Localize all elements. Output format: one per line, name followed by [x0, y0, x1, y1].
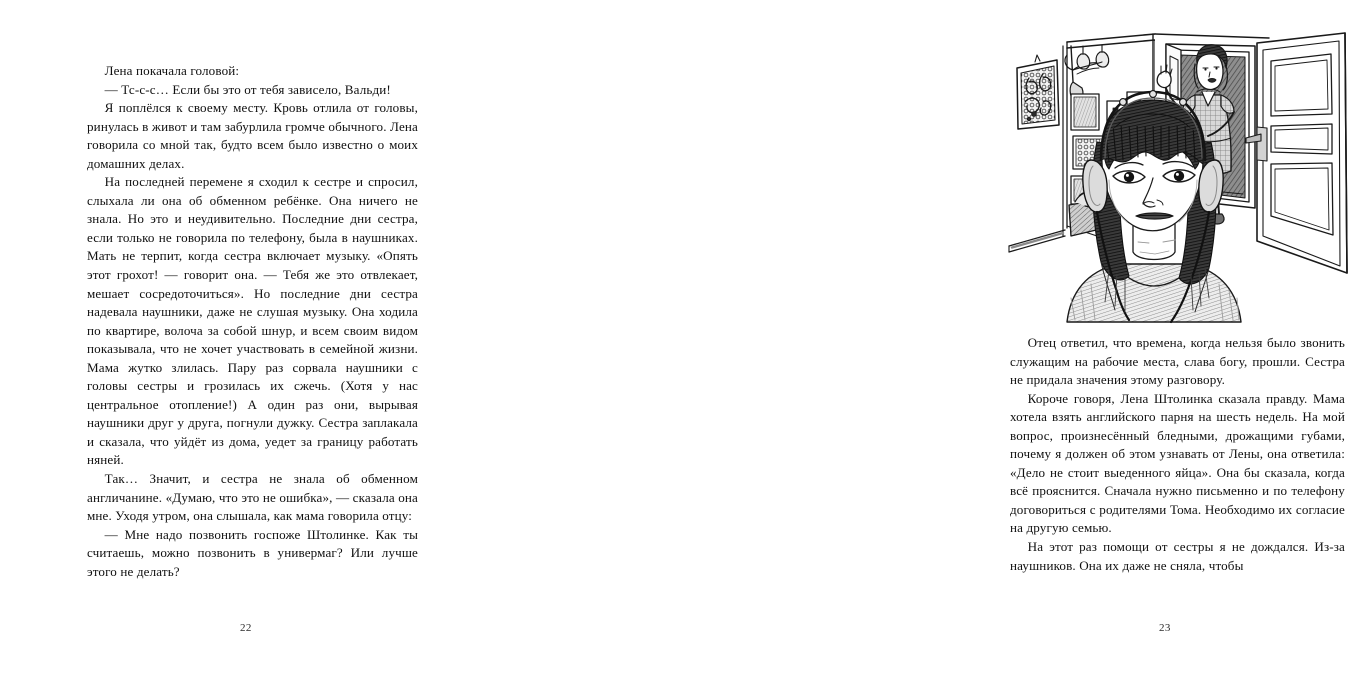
left-page — [0, 0, 473, 680]
paragraph: Так… Значит, и сестра не знала об обменном англичанине. «Думаю, что это не ошибка», — сказала она мне. Уходя утром, она слышала, как мама говорила отцу: — [87, 471, 418, 524]
paragraph: На этот раз помощи от сестры я не дождался. Из-за наушников. Она их даже не сняла, чтобы — [1010, 539, 1345, 573]
paragraph: Короче говоря, Лена Штолинка сказала правду. Мама хотела взять английского парня на шесть недель. На мой вопрос, произнесённый бледными, дрожащими губами, почему я должен об этом узнавать от Лены, она ответила: «Дело не стоит выеденного яйца». Она бы сказала, когда всё прояснится. Сначала нужно письменно и по телефону договориться с родителями Тома. Необходимо их согласие на другую семью. — [1010, 390, 1345, 536]
open-door — [1246, 33, 1347, 273]
paragraph: — Мне надо позвонить госпоже Штолинке. Как ты считаешь, можно позвонить в универмаг? Или лучше этого не делать? — [87, 526, 418, 579]
framed-picture-large — [1017, 55, 1059, 129]
left-page-textblock — [87, 62, 418, 581]
page-number-right: 23 — [1159, 622, 1171, 634]
right-page — [473, 0, 1345, 680]
paragraph: Отец ответил, что времена, когда нельзя было звонить служащим на рабочие места, слава богу, прошли. Сестра не придала значения этому разговору. — [1010, 335, 1345, 388]
paragraph: Я поплёлся к своему месту. Кровь отлила от головы, ринулась в живот и там забурлила громче обычного. Лена говорила со мной так, будто всем было известно о моих домашних делах. — [87, 100, 418, 171]
right-page-textblock — [1010, 334, 1345, 575]
paragraph: Лена покачала головой: — [104, 63, 240, 78]
paragraph: На последней перемене я сходил к сестре и спросил, слыхала ли она об обменном ребёнке. Она ничего не знала. Но это и неудивительно. Последние дни сестра, если только не говорила по телефону, была в наушниках. Мать не терпит, когда сестра включает музыку. «Опять этот грохот! — говорит она. — Тебя же это отвлекает, мешает сосредоточиться». Но последние дни сестра надевала наушники, даже не слушая музыку. Она ходила по квартире, волоча за собой шнур, и всем своим видом показывала, что не хочет участвовать в семейной жизни. Мама жутко злилась. Пару раз сорвала наушники с головы сестры и грозилась их сжечь. (Хотя у нас центральное отопление!) А один раз они, вырывая наушники друг у друга, погнули дужку. Сестра заплакала и сказала, что уйдёт из дома, уедет за границу работать няней. — [87, 174, 418, 468]
illustration-svg — [1005, 30, 1353, 322]
paragraph: — Тс-с-с… Если бы это от тебя зависело, Вальди! — [104, 81, 391, 97]
framed-picture — [1071, 94, 1099, 130]
illustration-girl-with-headphones — [1005, 30, 1353, 322]
page-number-left: 22 — [240, 622, 252, 634]
